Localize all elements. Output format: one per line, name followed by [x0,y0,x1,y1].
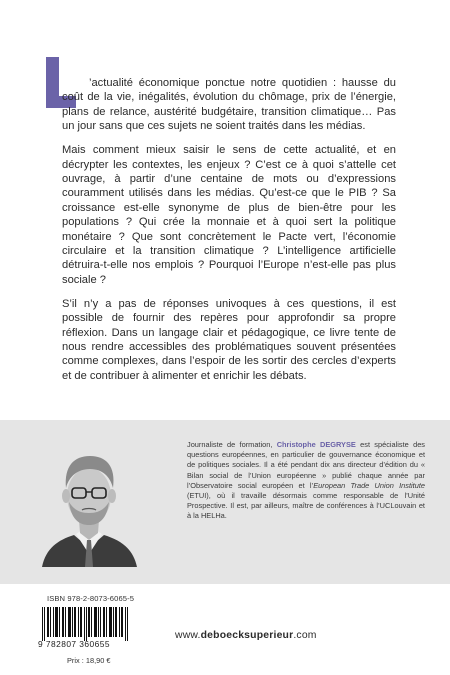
author-bio-intro: Journaliste de formation, [187,440,277,449]
author-portrait [38,436,140,567]
author-bio-end: (ETUI), où il travaille désormais comme responsable de l’Unité Prospective. Il est, par ailleurs, maître de conférences à l’UCLouvain et à la HELHa. [187,491,425,521]
website-suffix: .com [293,630,317,641]
author-panel [0,420,450,584]
paragraph-questions: Mais comment mieux saisir le sens de cette actualité, et en décrypter les contextes, les enjeux ? C’est ce à quoi s’attelle cet ouvrage, à partir d’une centaine de mots ou d’expressions couramment utilisés dans les médias. Qu’est-ce que le PIB ? Sa croissance est-elle synonyme de plus de bien-être pour les populations ? Qui crée la monnaie et à quoi sert la politique monétaire ? Que sont concrètement le Pacte vert, l’économie circulaire et la transition climatique ? L’intelligence artificielle détruira-t-elle nos emplois ? Pourquoi l’Europe n’est-elle pas plus sociale ? [62,144,396,286]
author-name: Christophe DEGRYSE [276,440,356,449]
publisher-website[interactable] [175,630,317,641]
author-bio-text: est spécialiste des questions européennes, en particulier de gouvernance économique et de politiques sociales. Il a été pendant dix ans directeur d’édition du « Bilan social de l’Union européenne » publié chaque année par l’Observatoire social européen et l’ [187,440,425,490]
paragraph-purpose: S’il n’y a pas de réponses univoques à ces questions, il est possible de fournir des repères pour approfondir sa propre réflexion. Dans un langage clair et pédagogique, ce livre tente de nous rendre accessibles des problématiques souvent présentées comme complexes, dans l’espoir de les sortir des cercles d’experts et de contribuer à alimenter et enrichir les débats. [62,297,396,382]
barcode-digits: 9 782807 360655 [38,639,110,649]
website-domain: deboecksuperieur [200,630,294,641]
price-label: Prix : 18,90 € [67,656,111,665]
website-prefix: www. [175,630,201,641]
isbn-text: ISBN 978-2-8073-6065-5 [47,594,135,603]
paragraph-intro: ’actualité économique ponctue notre quotidien : hausse du coût de la vie, inégalités, évolution du chômage, prix de l’énergie, plans de relance, austérité budgétaire, transition climatique… Pas un jour sans que ces sujets ne soient traités dans les médias. [62,77,396,133]
author-bio [187,440,425,522]
etui-name: European Trade Union Institute [313,480,425,490]
barcode [42,607,130,641]
back-cover-text [62,76,396,393]
